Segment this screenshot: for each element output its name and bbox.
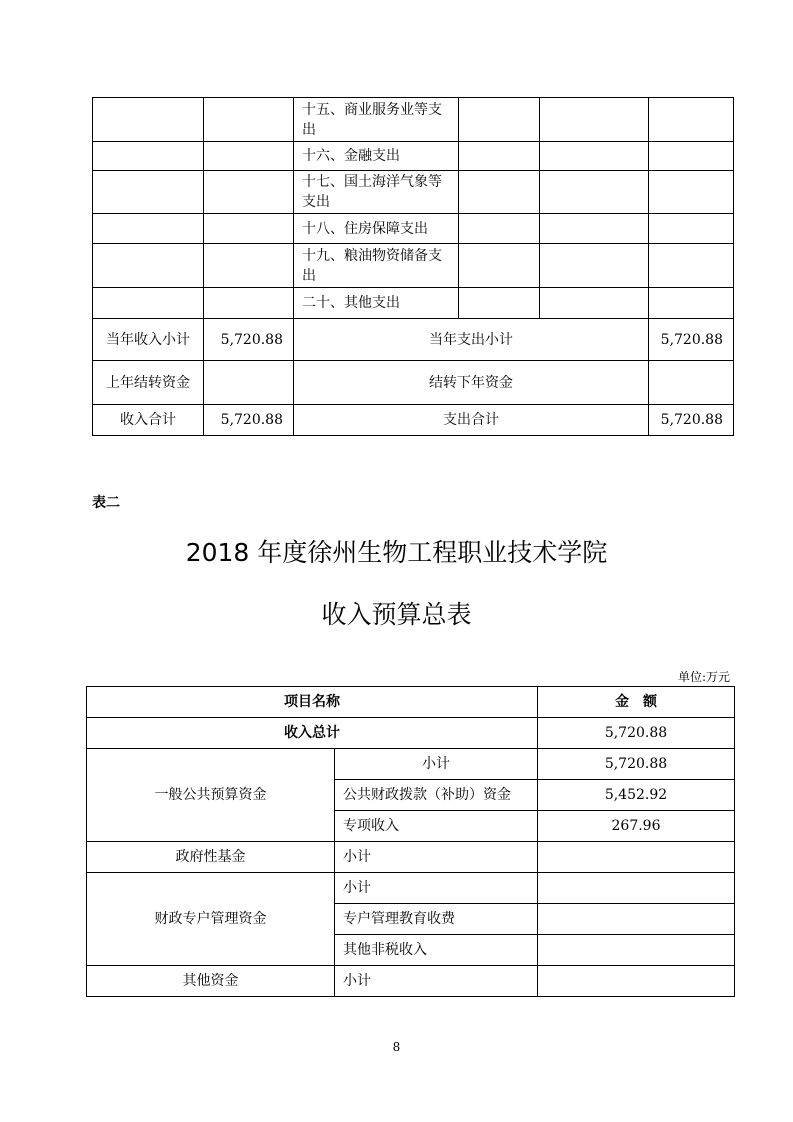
expense-item: 二十、其他支出 <box>294 288 459 319</box>
row-item: 其他非税收入 <box>335 935 538 966</box>
special-account-label: 财政专户管理资金 <box>87 873 335 966</box>
table-row <box>87 873 735 904</box>
total-label: 收入总计 <box>87 718 538 749</box>
table-row <box>93 319 734 361</box>
expense-item: 十五、商业服务业等支出 <box>294 98 459 142</box>
current-expense-value: 5,720.88 <box>649 319 734 361</box>
header-amount: 金 额 <box>538 687 735 718</box>
carryover-label: 上年结转资金 <box>93 361 204 405</box>
page-number: 8 <box>392 1040 401 1054</box>
row-item: 小计 <box>335 873 538 904</box>
row-value: 5,720.88 <box>538 749 735 780</box>
table-row <box>93 171 734 214</box>
page-title: 2018 年度徐州生物工程职业技术学院 <box>185 538 608 567</box>
gov-fund-label: 政府性基金 <box>87 842 335 873</box>
table-row <box>93 214 734 244</box>
current-income-label: 当年收入小计 <box>93 319 204 361</box>
row-value: 5,452.92 <box>538 780 735 811</box>
row-value: 267.96 <box>538 811 735 842</box>
table-row <box>93 142 734 171</box>
carryforward-label: 结转下年资金 <box>294 361 649 405</box>
table-row <box>93 288 734 319</box>
expense-item: 十九、粮油物资储备支出 <box>294 244 459 288</box>
table-header-row <box>87 687 735 718</box>
row-item: 公共财政拨款（补助）资金 <box>335 780 538 811</box>
header-item-name: 项目名称 <box>87 687 538 718</box>
row-item: 专项收入 <box>335 811 538 842</box>
unit-label: 单位:万元 <box>677 670 730 684</box>
table-row <box>93 405 734 436</box>
current-income-value: 5,720.88 <box>204 319 294 361</box>
expense-item: 十八、住房保障支出 <box>294 214 459 244</box>
table-row <box>87 718 735 749</box>
other-fund-label: 其他资金 <box>87 966 335 997</box>
table-row <box>93 98 734 142</box>
income-total-value: 5,720.88 <box>204 405 294 436</box>
table-label: 表二 <box>92 495 120 511</box>
general-budget-label: 一般公共预算资金 <box>87 749 335 842</box>
expense-item: 十六、金融支出 <box>294 142 459 171</box>
expense-total-label: 支出合计 <box>294 405 649 436</box>
table-row <box>87 966 735 997</box>
income-budget-table <box>86 686 735 997</box>
income-total-label: 收入合计 <box>93 405 204 436</box>
table-row <box>93 361 734 405</box>
table-row <box>93 244 734 288</box>
expense-table-continued <box>92 97 734 436</box>
expense-item: 十七、国土海洋气象等支出 <box>294 171 459 214</box>
row-item: 小计 <box>335 966 538 997</box>
current-expense-label: 当年支出小计 <box>294 319 649 361</box>
row-item: 小计 <box>335 749 538 780</box>
table-row <box>87 749 735 780</box>
row-item: 专户管理教育收费 <box>335 904 538 935</box>
row-item: 小计 <box>335 842 538 873</box>
page-subtitle: 收入预算总表 <box>321 600 472 629</box>
total-value: 5,720.88 <box>538 718 735 749</box>
table-row <box>87 842 735 873</box>
expense-total-value: 5,720.88 <box>649 405 734 436</box>
